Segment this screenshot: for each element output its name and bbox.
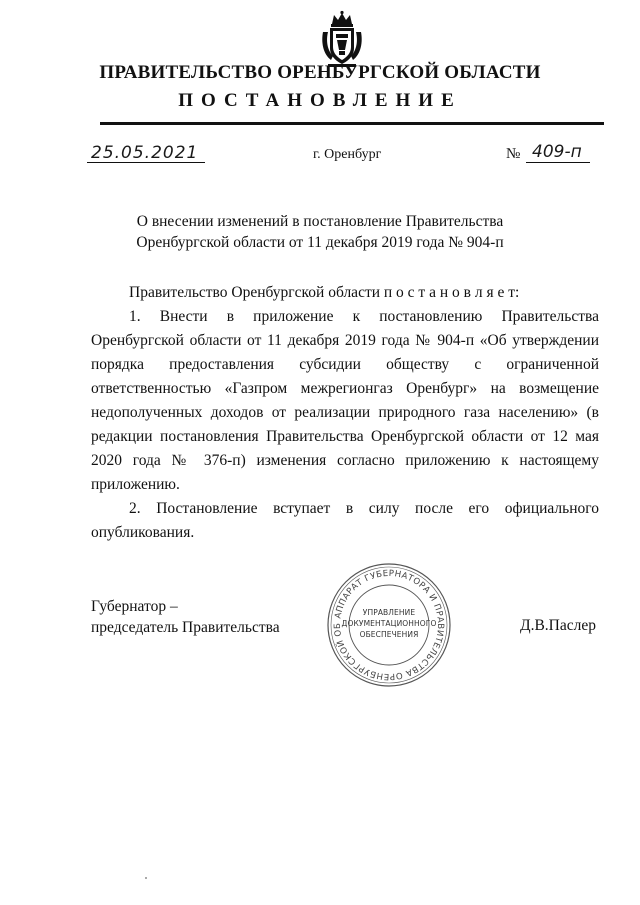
- date-value: 25.05.2021: [91, 143, 199, 163]
- subject-line-2: Оренбургской области от 11 декабря 2019 года № 904-п: [136, 234, 504, 251]
- date-underline: [87, 162, 205, 163]
- number-field: [498, 140, 618, 166]
- stamp-center-line-1: УПРАВЛЕНИЕ: [362, 608, 416, 617]
- signatory-position-line-2: председатель Правительства: [91, 619, 280, 636]
- official-stamp: [326, 562, 452, 688]
- document-type-heading: ПОСТАНОВЛЕНИЕ: [178, 90, 462, 111]
- signatory-name: Д.В.Паслер: [520, 617, 596, 634]
- stamp-ring-text: АППАРАТ ГУБЕРНАТОРА И ПРАВИТЕЛЬСТВА ОРЕНБУРГСКОЙ ОБ: [332, 568, 446, 682]
- date-field: [87, 140, 217, 166]
- city-label: г. Оренбург: [313, 147, 382, 162]
- document-body: [91, 281, 599, 545]
- signatory-position-line-1: Губернатор –: [91, 598, 178, 615]
- scan-speck: [145, 877, 147, 879]
- coat-of-arms-graphic: [319, 10, 365, 68]
- coat-of-arms-icon: [319, 10, 365, 68]
- stamp-center-line-3: ОБЕСПЕЧЕНИЯ: [359, 630, 419, 639]
- number-value: 409-п: [532, 142, 582, 162]
- number-underline: [526, 162, 590, 163]
- document-subject: [100, 211, 540, 253]
- body-paragraph-2: 2. Постановление вступает в силу после его официального опубликования.: [91, 500, 599, 541]
- stamp-center-line-2: ДОКУМЕНТАЦИОННОГО: [341, 619, 437, 628]
- body-paragraph-1: 1. Внести в приложение к постановлению Правительства Оренбургской области от 11 декабря 2019 года № 904-п «Об утверждении порядка предоставления субсидии обществу с ограниченной ответственностью «Газпром межрегионгаз Оренбург» на возмещение недополученных доходов от реализации природного газа населению» (в редакции постановления Правительства Оренбургской области от 12 мая 2020 года № 376-п) изменения согласно приложению к настоящему приложению.: [91, 308, 599, 493]
- subject-line-1: О внесении изменений в постановление Правительства: [136, 213, 504, 230]
- organization-title: ПРАВИТЕЛЬСТВО ОРЕНБУРГСКОЙ ОБЛАСТИ: [99, 62, 541, 83]
- body-intro: Правительство Оренбургской области п о с т а н о в л я е т:: [129, 284, 520, 301]
- number-sign: №: [506, 146, 521, 162]
- signatory-position: [91, 596, 280, 638]
- header-divider: [100, 122, 604, 125]
